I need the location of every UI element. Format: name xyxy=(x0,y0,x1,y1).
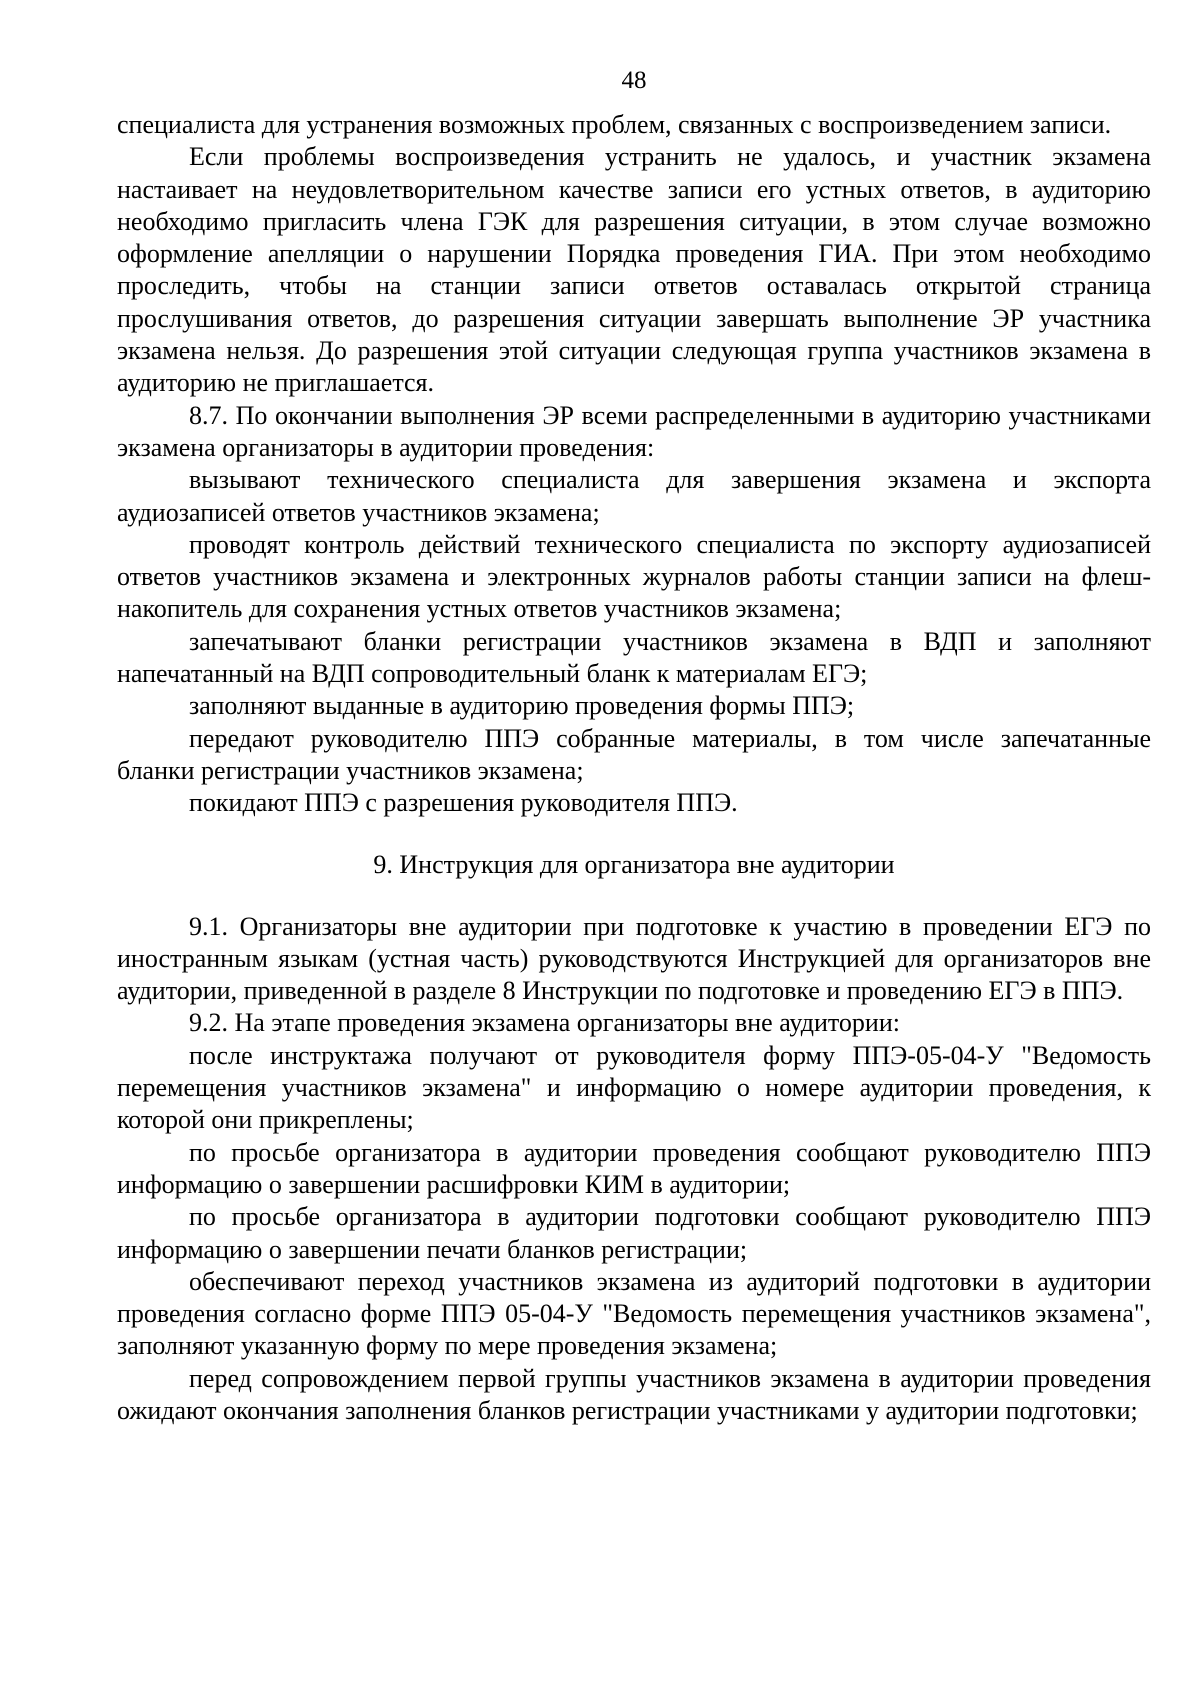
section-heading: 9. Инструкция для организатора вне аудитории xyxy=(373,849,895,879)
list-item-hand-over-materials: передают руководителю ППЭ собранные материалы, в том числе запечатанные бланки регистрации участников экзамена; xyxy=(117,723,1151,785)
paragraph-9-2: 9.2. На этапе проведения экзамена организаторы вне аудитории: xyxy=(189,1008,900,1038)
paragraph-continuation: специалиста для устранения возможных проблем, связанных с воспроизведением записи. xyxy=(117,110,1112,139)
list-item-seal-forms: запечатывают бланки регистрации участников экзамена в ВДП и заполняют напечатанный на ВДП сопроводительный бланк к материалам ЕГЭ; xyxy=(117,626,1151,689)
list-item-leave-ppe: покидают ППЭ с разрешения руководителя ППЭ. xyxy=(189,788,738,818)
paragraph-playback-problems: Если проблемы воспроизведения устранить не удалось, и участник экзамена настаивает на неудовлетворительном качестве записи его устных ответов, в аудиторию необходимо пригласить члена ГЭК для разрешения ситуации, в этом случае возможно оформление апелляции о нарушении Порядка проведения ГИА. При этом необходимо проследить, чтобы на станции записи ответов оставалась открытой страница прослушивания ответов, до разрешения ситуации завершать выполнение ЭР участника экзамена нельзя. До разрешения этой ситуации следующая группа участников экзамена в аудиторию не приглашается. xyxy=(117,142,1151,398)
list-item-control-export: проводят контроль действий технического специалиста по экспорту аудиозаписей ответов участников экзамена и электронных журналов работы станции записи на флеш-накопитель для сохранения устных ответов участников экзамена; xyxy=(117,529,1151,624)
list-item-ensure-transfer: обеспечивают переход участников экзамена из аудиторий подготовки в аудитории проведения согласно форме ППЭ 05-04-У "Ведомость перемещения участников экзамена", заполняют указанную форму по мере проведения экзамена; xyxy=(117,1266,1151,1361)
paragraph-8-7: 8.7. По окончании выполнения ЭР всеми распределенными в аудиторию участниками экзамена организаторы в аудитории проведения: xyxy=(117,400,1151,462)
document-page xyxy=(117,66,1151,1427)
paragraph-9-1: 9.1. Организаторы вне аудитории при подготовке к участию в проведении ЕГЭ по иностранным языкам (устная часть) руководствуются Инструкцией для организаторов вне аудитории, приведенной в разделе 8 Инструкции по подготовке и проведению ЕГЭ в ППЭ. xyxy=(117,911,1151,1006)
page-number: 48 xyxy=(621,67,647,94)
list-item-call-tech-specialist: вызывают технического специалиста для завершения экзамена и экспорта аудиозаписей ответов участников экзамена; xyxy=(117,465,1151,527)
list-item-wait-registration: перед сопровождением первой группы участников экзамена в аудитории проведения ожидают окончания заполнения бланков регистрации участниками у аудитории подготовки; xyxy=(117,1363,1151,1425)
list-item-report-decryption: по просьбе организатора в аудитории проведения сообщают руководителю ППЭ информацию о завершении расшифровки КИМ в аудитории; xyxy=(117,1137,1151,1199)
list-item-fill-forms: заполняют выданные в аудиторию проведения формы ППЭ; xyxy=(189,691,855,721)
list-item-report-printing: по просьбе организатора в аудитории подготовки сообщают руководителю ППЭ информацию о завершении печати бланков регистрации; xyxy=(117,1202,1151,1264)
list-item-receive-form: после инструктажа получают от руководителя форму ППЭ-05-04-У "Ведомость перемещения участников экзамена" и информацию о номере аудитории проведения, к которой они прикреплены; xyxy=(117,1040,1151,1135)
